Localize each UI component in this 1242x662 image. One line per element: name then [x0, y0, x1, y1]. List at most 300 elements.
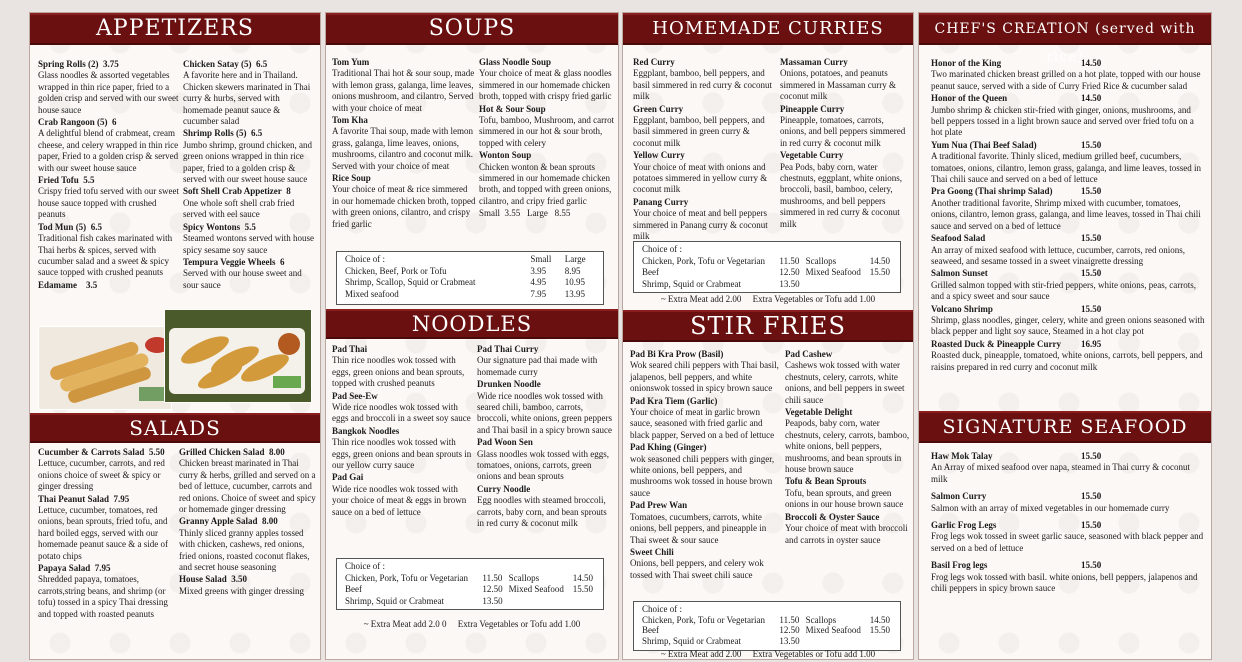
choice-cell: 12.50: [482, 584, 503, 594]
choice-cell: Chicken, Pork, Tofu or Vegetarian: [642, 614, 766, 625]
item-desc: Wide rice noodles wok tossed with eggs and broccoli in a sweet soy sauce: [332, 402, 471, 424]
item-name: Pad Thai: [332, 344, 368, 354]
appetizers-title: APPETIZERS: [96, 16, 254, 41]
choice-row-small: 3.95: [530, 265, 547, 276]
item-desc: Roasted duck, pineapple, tomatoed, white onions, carrots, bell peppers, and raisins prepared in red curry and coconut milk: [931, 350, 1203, 372]
choice-cell: [804, 279, 868, 291]
item-name: Pad Bi Kra Prow (Basil): [630, 349, 724, 359]
menu-item: [780, 57, 910, 103]
item-desc: Wok seared chili peppers with Thai basil, jalapenos, bell peppers, and white onionswok tossed in spicy brown sauce: [630, 360, 779, 394]
item-price: 16.95: [1081, 338, 1102, 349]
choice-label: Choice of :: [642, 244, 682, 254]
choice-row-large: 8.95: [564, 265, 581, 276]
item-name: Pad Thai Curry: [477, 344, 539, 354]
stirfries-choice-box: [633, 601, 901, 651]
item-name: Pra Goong (Thai shrimp Salad): [931, 186, 1053, 197]
item-name: Salmon Sunset: [931, 268, 988, 279]
spring-rolls-image: [39, 327, 171, 409]
item-desc: A delightful blend of crabmeat, cream cheese, and celery wrapped in thin rice paper, Fried to a golden crisp & served with our sweet house sauce: [38, 128, 179, 173]
chef-items: [931, 58, 1205, 374]
choice-cell: 14.50: [572, 572, 593, 583]
item-price: 5.5: [244, 221, 256, 232]
menu-item: [477, 437, 615, 483]
choice-row-large: 10.95: [564, 277, 586, 287]
menu-item: [332, 115, 476, 172]
choice-cell: 12.50: [779, 267, 800, 277]
item-desc: One whole soft shell crab fried served with eel sauce: [183, 197, 295, 220]
item-desc: Glass noodles & assorted vegetables wrapped in thin rice paper, fried to a golden crisp and served with our sweet house sauce: [38, 70, 179, 115]
item-name: Rice Soup: [332, 173, 371, 184]
item-desc: Lettuce, cucumber, carrots, and red onions choice of sweet & spicy or ginger dressing: [38, 458, 165, 492]
item-name: House Salad: [179, 574, 227, 585]
noodles-left-column: [332, 344, 476, 519]
choice-cell: Mixed Seafood: [805, 267, 861, 277]
menu-item: [332, 426, 476, 472]
stirfries-extra-note: ~ Extra Meat add 2.00 Extra Vegetables or Tofu add 1.00: [660, 649, 876, 659]
choice-row-large: 13.95: [564, 288, 586, 299]
soups-right-column: [479, 57, 615, 221]
item-name: Cucumber & Carrots Salad: [38, 447, 145, 457]
menu-item: [479, 150, 615, 207]
menu-item: [931, 268, 1205, 302]
item-desc: Frog legs wok tossed in sweet garlic sauce, seasoned with black pepper and served on a bed of lettuce: [931, 531, 1204, 553]
noodles-extra-note: ~ Extra Meat add 2.0 0 Extra Vegetables or Tofu add 1.00: [363, 619, 581, 629]
item-desc: Traditional Thai hot & sour soup, made with lemon grass, galanga, lime leaves, onions mushroom, and cilantro, Served with your choice of meat: [332, 68, 475, 113]
noodles-right-column: [477, 344, 615, 531]
menu-item: [785, 476, 911, 510]
choice-cell: 14.50: [869, 614, 890, 625]
item-name: Pad Woon Sen: [477, 437, 533, 448]
item-price: 15.50: [1081, 139, 1102, 150]
menu-item: [931, 560, 1205, 594]
menu-item: [931, 451, 1205, 485]
menu-item: [477, 379, 615, 436]
item-name: Tom Kha: [332, 115, 368, 126]
menu-item: [931, 140, 1205, 186]
noodles-choice-box: [336, 558, 604, 610]
menu-item: [183, 222, 315, 256]
menu-item: [630, 349, 782, 395]
item-price: 6: [280, 256, 285, 267]
panel-curries-stirfries: [622, 12, 914, 660]
choice-cell: 15.50: [869, 625, 890, 635]
item-price: 14.50: [1081, 58, 1102, 68]
item-desc: Salmon with an array of mixed vegetables in our homemade curry: [931, 502, 1170, 513]
item-name: Spring Rolls (2): [38, 59, 99, 69]
item-desc: Cashews wok tossed with water chestnuts, celery, carrots, white onions, and bell peppers in sweet chili sauce: [785, 360, 905, 405]
choice-cell: 13.50: [779, 635, 800, 646]
choice-label: Choice of :: [345, 561, 385, 571]
spring-rolls-photo: [38, 326, 172, 410]
soups-choice-box: [336, 251, 604, 305]
item-name: Green Curry: [633, 103, 684, 114]
item-name: Tom Yum: [332, 57, 370, 67]
item-name: Grilled Chicken Salad: [179, 447, 265, 457]
choice-cell: Shrimp, Squid or Crabmeat: [345, 595, 444, 606]
item-desc: Your choice of meat in garlic brown sauce, seasoned with fried garlic and black papper, Served on a bed of lettuce: [630, 407, 775, 440]
noodles-title: NOODLES: [411, 312, 533, 336]
choice-header-large: Large: [564, 254, 586, 264]
menu-item: [179, 447, 317, 515]
item-desc: Mixed greens with ginger dressing: [179, 585, 304, 596]
choice-cell: 15.50: [869, 267, 890, 277]
menu-item: [38, 563, 180, 620]
appetizers-right-column: [183, 59, 315, 292]
menu-item: [183, 257, 315, 291]
item-desc: Two marinated chicken breast grilled on a hot plate, topped with our house peanut sauce, served with a side of Curry Fried Rice & cucumber salad: [931, 69, 1201, 91]
item-name: Seafood Salad: [931, 233, 986, 244]
item-desc: Shrimp, glass noodles, ginger, celery, white and green onions seasoned with black pepper and light soy sauce, Steamed in a hot clay pot: [931, 314, 1205, 337]
item-name: Sweet Chili: [630, 546, 674, 557]
item-name: Pad Gai: [332, 472, 364, 483]
item-name: Massaman Curry: [780, 57, 848, 67]
menu-item: [38, 222, 180, 279]
item-desc: Thin rice noodles wok tossed with eggs, green onions and bean sprouts, topped with crushed peanuts: [332, 355, 465, 389]
appetizers-left-column: [38, 59, 180, 292]
item-name: Panang Curry: [633, 196, 689, 207]
menu-item: [183, 59, 315, 127]
noodles-choice-table: [343, 561, 597, 607]
item-price: 8.00: [262, 516, 278, 527]
item-desc: A favorite here and in Thailand. Chicken skewers marinated in Thai curry & hurbs, served with homemade peanut sauce & cucumber salad: [183, 70, 311, 127]
item-desc: Served with our house sweet and sour sauce: [183, 268, 302, 290]
item-price: 15.50: [1081, 268, 1102, 279]
menu-item: [931, 304, 1205, 338]
salads-title: SALADS: [129, 416, 221, 440]
curries-title: HOMEMADE CURRIES: [652, 18, 884, 39]
choice-header-small: Small: [530, 254, 552, 264]
item-price: 6.5: [256, 59, 268, 69]
item-desc: Onions, potatoes, and peanuts simmered in Massaman curry & coconut milk: [780, 68, 896, 102]
item-price: 5.5: [83, 175, 95, 186]
item-name: Pad Khing (Ginger): [630, 442, 707, 453]
soups-title: SOUPS: [428, 16, 516, 41]
item-name: Thai Peanut Salad: [38, 493, 110, 504]
item-desc: Your choice of meat with broccoli and carrots in oyster sauce: [785, 523, 908, 545]
seafood-title: SIGNATURE SEAFOOD: [942, 416, 1188, 438]
salads-left-column: [38, 447, 180, 621]
item-desc: A favorite Thai soup, made with lemon grass, galanga, lime leaves, onions, mushrooms, cilantro and coconut milk. Served with your choice of meat: [332, 126, 474, 171]
item-desc: Wide rice noodles wok tossed with seared chili, bamboo, carrots, broccoli, white onions, green peppers and Thai basil in a spicy brown sauce: [477, 390, 613, 435]
menu-item: [479, 57, 615, 103]
item-name: Granny Apple Salad: [179, 516, 258, 527]
item-price: 15.50: [1081, 233, 1102, 244]
item-name: Vegetable Delight: [785, 407, 853, 418]
item-desc: An Array of mixed seafood over napa, steamed in Thai curry & coconut milk: [931, 462, 1191, 484]
menu-item: [931, 186, 1205, 232]
item-desc: An array of mixed seafood with lettuce, cucumber, carrots, red onions, seaweed, and sesame tossed in a sweet vinaigrette dressing: [931, 244, 1186, 266]
menu-item: [785, 512, 911, 546]
item-desc: Shredded papaya, tomatoes, carrots,string beans, and shrimp (or tofu) tossed in a spicy Thai dressing and topped with roasted peanuts: [38, 574, 168, 619]
choice-cell: 12.50: [779, 625, 800, 635]
menu-item: [780, 104, 910, 150]
seafood-banner: [919, 411, 1211, 443]
item-name: Basil Frog legs: [931, 560, 988, 571]
choice-cell: 14.50: [869, 255, 890, 266]
item-name: Honor of the Queen: [931, 93, 1008, 104]
item-price: 7.95: [113, 493, 130, 504]
menu-item: [630, 500, 782, 546]
item-price: 3.5: [86, 279, 98, 290]
item-name: Edamame: [38, 279, 77, 290]
panel-chef-seafood: [918, 12, 1212, 660]
menu-item: [38, 175, 180, 221]
soups-left-column: [332, 57, 476, 231]
soup-size-prices: Small 3.55 Large 8.55: [479, 208, 571, 219]
item-name: Bangkok Noodles: [332, 425, 400, 436]
choice-row-small: 4.95: [530, 277, 547, 287]
item-desc: Our signature pad thai made with homemade curry: [477, 355, 598, 377]
menu-item: [477, 344, 615, 378]
choice-cell: Chicken, Pork, Tofu or Vegetarian: [345, 572, 469, 583]
item-desc: Tofu, bamboo, Mushroom, and carrot simmered in our hot & sour broth, topped with celery: [479, 115, 615, 148]
choice-cell: Scallops: [805, 614, 837, 625]
item-price: 15.50: [1081, 303, 1102, 314]
item-name: Pad See-Ew: [332, 390, 378, 401]
item-name: Chicken Satay (5): [183, 59, 252, 69]
noodles-banner: [326, 309, 618, 339]
item-desc: Your choice of meat & rice simmered in our homemade chicken broth, topped with green onions, cilantro, and crispy fried garlic: [332, 184, 476, 229]
menu-item: [931, 93, 1205, 139]
choice-cell: [868, 279, 894, 291]
item-name: Roasted Duck & Pineapple Curry: [931, 338, 1061, 349]
choice-cell: Chicken, Pork, Tofu or Vegetarian: [642, 255, 766, 266]
item-name: Drunken Noodle: [477, 379, 541, 390]
item-price: 3.50: [231, 574, 248, 585]
item-price: 6.5: [251, 128, 263, 139]
choice-cell: 13.50: [779, 278, 800, 289]
choice-cell: 13.50: [482, 595, 503, 606]
menu-item: [38, 447, 180, 493]
item-price: 8: [286, 186, 291, 197]
item-desc: Thin rice noodles wok tossed with eggs, green onions and bean sprouts in our yellow curry sauce: [332, 437, 472, 471]
item-desc: A traditional favorite. Thinly sliced, medium grilled beef, cucumbers, tomatoes, onions, cilantro, lemon grass, galanga, and lime leaves, tossed in Thai chili sauce and served on a bed of lettuce: [931, 151, 1201, 185]
item-name: Curry Noodle: [477, 483, 531, 494]
menu-item: [38, 59, 180, 116]
menu-item: [931, 233, 1205, 267]
menu-item: [183, 128, 315, 185]
menu-item: [38, 280, 180, 291]
item-price: 15.50: [1081, 491, 1102, 502]
item-name: Hot & Sour Soup: [479, 103, 546, 114]
curries-choice-table: [640, 244, 894, 290]
item-price: 6: [112, 117, 117, 128]
item-name: Volcano Shrimp: [931, 303, 993, 314]
choice-cell: Mixed Seafood: [805, 625, 861, 635]
choice-cell: Mixed Seafood: [508, 584, 564, 594]
menu-item: [931, 58, 1205, 92]
item-desc: Thinly sliced granny apples tossed with chicken, cashews, red onions, fried onions, roasted coconut flakes, and secret house seasoning: [179, 527, 310, 573]
soups-banner: [326, 13, 618, 45]
item-desc: Onions, bell peppers, and celery wok tossed with Thai sweet chili sauce: [630, 558, 764, 580]
item-desc: Crispy fried tofu served with our sweet house sauce topped with crushed peanuts: [38, 186, 179, 220]
choice-cell: Scallops: [805, 255, 837, 266]
menu-item: [931, 520, 1205, 554]
item-name: Pad Cashew: [785, 349, 833, 359]
menu-item: [38, 494, 180, 562]
item-price: 3.75: [103, 59, 119, 69]
item-name: Glass Noodle Soup: [479, 57, 552, 67]
item-price: 6.5: [90, 221, 102, 232]
item-desc: Chicken wonton & bean sprouts simmered in our homemade chicken broth, and topped with green onions, cilantro, and cripy fried garlic: [479, 161, 612, 206]
item-desc: Wide rice noodles wok tossed with your choice of meat & eggs in brown sauce on a bed of lettuce: [332, 483, 467, 517]
choice-cell: 11.50: [779, 614, 800, 625]
item-name: Yellow Curry: [633, 150, 685, 161]
item-desc: Another traditional favorite, Shrimp mixed with cucumber, tomatoes, onions, cilantro, lemon grass, galanga, and lime leaves, tossed in Thai chili sauce and served on a bed of lettuce: [931, 197, 1201, 231]
item-desc: Your choice of meat with onions and potatoes simmered in yellow curry & coconut milk: [633, 161, 768, 195]
seafood-items: [931, 451, 1205, 595]
item-name: Crab Rangoon (5): [38, 117, 108, 128]
item-name: Haw Mok Talay: [931, 451, 993, 461]
item-price: 5.50: [148, 447, 165, 457]
menu-item: [183, 186, 315, 220]
menu-item: [332, 173, 476, 230]
item-desc: Pea Pods, baby corn, water chestnuts, eggplant, white onions, broccoli, basil, bamboo, celery, mushrooms, and bell peppers simmered in red curry & coconut milk: [780, 161, 902, 229]
menu-item: [332, 472, 476, 518]
item-name: Yum Nua (Thai Beef Salad): [931, 139, 1037, 150]
curries-left-column: [633, 57, 779, 244]
item-name: Salmon Curry: [931, 491, 987, 502]
menu-item: [931, 491, 1205, 514]
menu-item: [633, 150, 779, 196]
menu-item: [630, 396, 782, 442]
salads-right-column: [179, 447, 317, 598]
choice-cell: [571, 596, 597, 608]
item-name: Spicy Wontons: [183, 221, 241, 232]
item-name: Tod Mun (5): [38, 221, 87, 232]
menu-item: [38, 117, 180, 174]
choice-cell: Beef: [345, 584, 362, 594]
menu-item: [332, 57, 476, 114]
choice-row-small: 7.95: [530, 288, 547, 299]
item-desc: Egg noodles with steamed broccoli, carrots, baby corn, and bean sprouts in red curry & coconut milk: [477, 495, 607, 529]
item-desc: Traditional fish cakes marinated with Thai herbs & spices, served with cucumber salad and a sweet & spicy sauce topped with crushed peanuts: [38, 233, 173, 278]
item-desc: Jumbo shrimp & chicken stir-fried with ginger, onions, mushrooms, and bell peppers tossed in a light brown sauce and served over fried tofu on a hot plate: [931, 104, 1194, 138]
panel-appetizers-salads: [29, 12, 321, 660]
menu-item: [179, 574, 317, 597]
item-name: Soft Shell Crab Appetizer: [183, 186, 282, 197]
item-desc: Chicken breast marinated in Thai curry & herbs, grilled and served on a bed of lettuce, cucumber, carrots and red onions. Choice of sweet and spicy or homemade ginger dressing: [179, 458, 316, 515]
item-name: Shrimp Rolls (5): [183, 128, 247, 139]
item-desc: Steamed wontons served with house spicy sesame soy sauce: [183, 233, 314, 255]
soups-choice-table: [343, 254, 597, 300]
item-desc: Pineapple, tomatoes, carrots, onions, and bell peppers simmered in red curry & coconut milk: [780, 115, 906, 148]
item-desc: Tofu, bean sprouts, and green onions in our house brown sauce: [785, 487, 904, 510]
choice-label: Choice of :: [345, 254, 385, 264]
chicken-satay-image: [165, 310, 311, 402]
stirfries-choice-table: [640, 604, 894, 646]
item-name: Red Curry: [633, 57, 675, 67]
item-price: 8.00: [269, 447, 285, 457]
choice-cell: Beef: [642, 267, 659, 277]
menu-item: [785, 407, 911, 475]
stirfries-right-column: [785, 349, 911, 547]
stirfries-banner: [623, 310, 913, 342]
menu-item: [477, 484, 615, 530]
menu-item: [931, 339, 1205, 373]
item-name: Pad Prew Wan: [630, 500, 688, 511]
item-desc: Your choice of meat & glass noodles simmered in our homemade chicken broth, topped with crispy fried garlic: [479, 68, 612, 102]
item-price: 15.50: [1081, 520, 1102, 531]
item-name: Tempura Veggie Wheels: [183, 256, 276, 267]
item-name: Papaya Salad: [38, 563, 91, 574]
item-name: Garlic Frog Legs: [931, 520, 997, 531]
choice-cell: 11.50: [482, 572, 503, 583]
menu-item: [332, 391, 476, 425]
curries-banner: [623, 13, 913, 45]
appetizers-banner: [30, 13, 320, 45]
item-desc: Frog legs wok tossed with basil. white onions, bell peppers, jalapenos and chili peppers in spicy brown sauce: [931, 571, 1198, 594]
menu-item: [633, 197, 779, 243]
menu-item: [630, 442, 782, 499]
item-price: 7.95: [94, 563, 111, 574]
choice-cell: Shrimp, Squid or Crabmeat: [642, 278, 741, 289]
item-desc: Grilled salmon topped with stir-fried peppers, white onions, peas, carrots, and a spicy sweet and sour sauce: [931, 279, 1197, 302]
item-price: 15.50: [1081, 186, 1102, 197]
chef-title: CHEF'S CREATION (served with rice): [934, 21, 1196, 65]
item-name: Pineapple Curry: [780, 103, 845, 114]
item-desc: Glass noodles wok tossed with eggs, tomatoes, onions, carrots, green onions and bean sprouts: [477, 448, 609, 482]
item-name: Tofu & Bean Sprouts: [785, 476, 867, 487]
choice-cell: [868, 636, 894, 647]
choice-cell: [507, 596, 571, 608]
item-name: Wonton Soup: [479, 150, 532, 161]
menu-item: [630, 547, 782, 581]
stirfries-left-column: [630, 349, 782, 582]
menu-item: [179, 516, 317, 573]
stirfries-title: STIR FRIES: [690, 312, 846, 340]
choice-row-name: Chicken, Beef, Pork or Tofu: [345, 265, 447, 276]
choice-cell: [804, 636, 868, 647]
menu-item: [633, 57, 779, 103]
item-desc: Eggplant, bamboo, bell peppers, and basil simmered in green curry & coconut milk: [633, 115, 765, 148]
curries-right-column: [780, 57, 910, 231]
menu-item: [479, 104, 615, 150]
panel-soups-noodles: [325, 12, 619, 660]
chicken-satay-photo: [164, 309, 312, 403]
item-name: Pad Kra Tiem (Garlic): [630, 395, 718, 406]
menu-item: [780, 150, 910, 230]
choice-cell: Beef: [642, 625, 659, 635]
item-desc: Your choice of meat and bell peppers simmered in Panang curry & coconut milk: [633, 208, 768, 242]
item-name: Vegetable Curry: [780, 150, 844, 161]
item-price: 15.50: [1081, 560, 1102, 571]
menu-item: [633, 104, 779, 150]
choice-row-name: Mixed seafood: [345, 288, 399, 299]
choice-cell: Scallops: [508, 572, 540, 583]
item-desc: wok seasoned chili peppers with ginger, white onions, bell peppers, and mushrooms wok tossed in house brown sauce: [630, 453, 775, 498]
choice-label: Choice of :: [642, 604, 682, 614]
item-desc: Jumbo shrimp, ground chicken, and green onions wrapped in thin rice paper, fried to a golden crisp & served with our sweet house sauce: [183, 139, 312, 185]
item-price: 15.50: [1081, 451, 1102, 461]
item-desc: Tomatoes, cucumbers, carrots, white onions, bell peppers, and pineapple in Thai sweet & sour sauce: [630, 511, 767, 545]
item-name: Broccoli & Oyster Sauce: [785, 511, 880, 522]
choice-cell: 11.50: [779, 255, 800, 266]
choice-cell: Shrimp, Squid or Crabmeat: [642, 635, 741, 646]
salads-banner: [30, 413, 320, 443]
curries-choice-box: [633, 241, 901, 293]
menu-item: [785, 349, 911, 406]
choice-cell: 15.50: [572, 584, 593, 594]
item-desc: Peapods, baby corn, water chestnuts, celery, carrots, bamboo, white onions, bell peppers, mushrooms, and bean sprouts in house brown sauce: [785, 418, 910, 475]
item-name: Honor of the King: [931, 58, 1002, 68]
item-desc: Eggplant, bamboo, bell peppers, and basil simmered in red curry & coconut milk: [633, 68, 772, 102]
item-price: 14.50: [1081, 93, 1102, 104]
item-name: Fried Tofu: [38, 175, 79, 186]
choice-row-name: Shrimp, Scallop, Squid or Crabmeat: [345, 277, 476, 287]
menu-item: [332, 344, 476, 390]
item-desc: Lettuce, cucumber, tomatoes, red onions, bean sprouts, fried tofu, and hard boiled eggs, served with our homemade peanut sauce & a side of potato chips: [38, 505, 168, 561]
